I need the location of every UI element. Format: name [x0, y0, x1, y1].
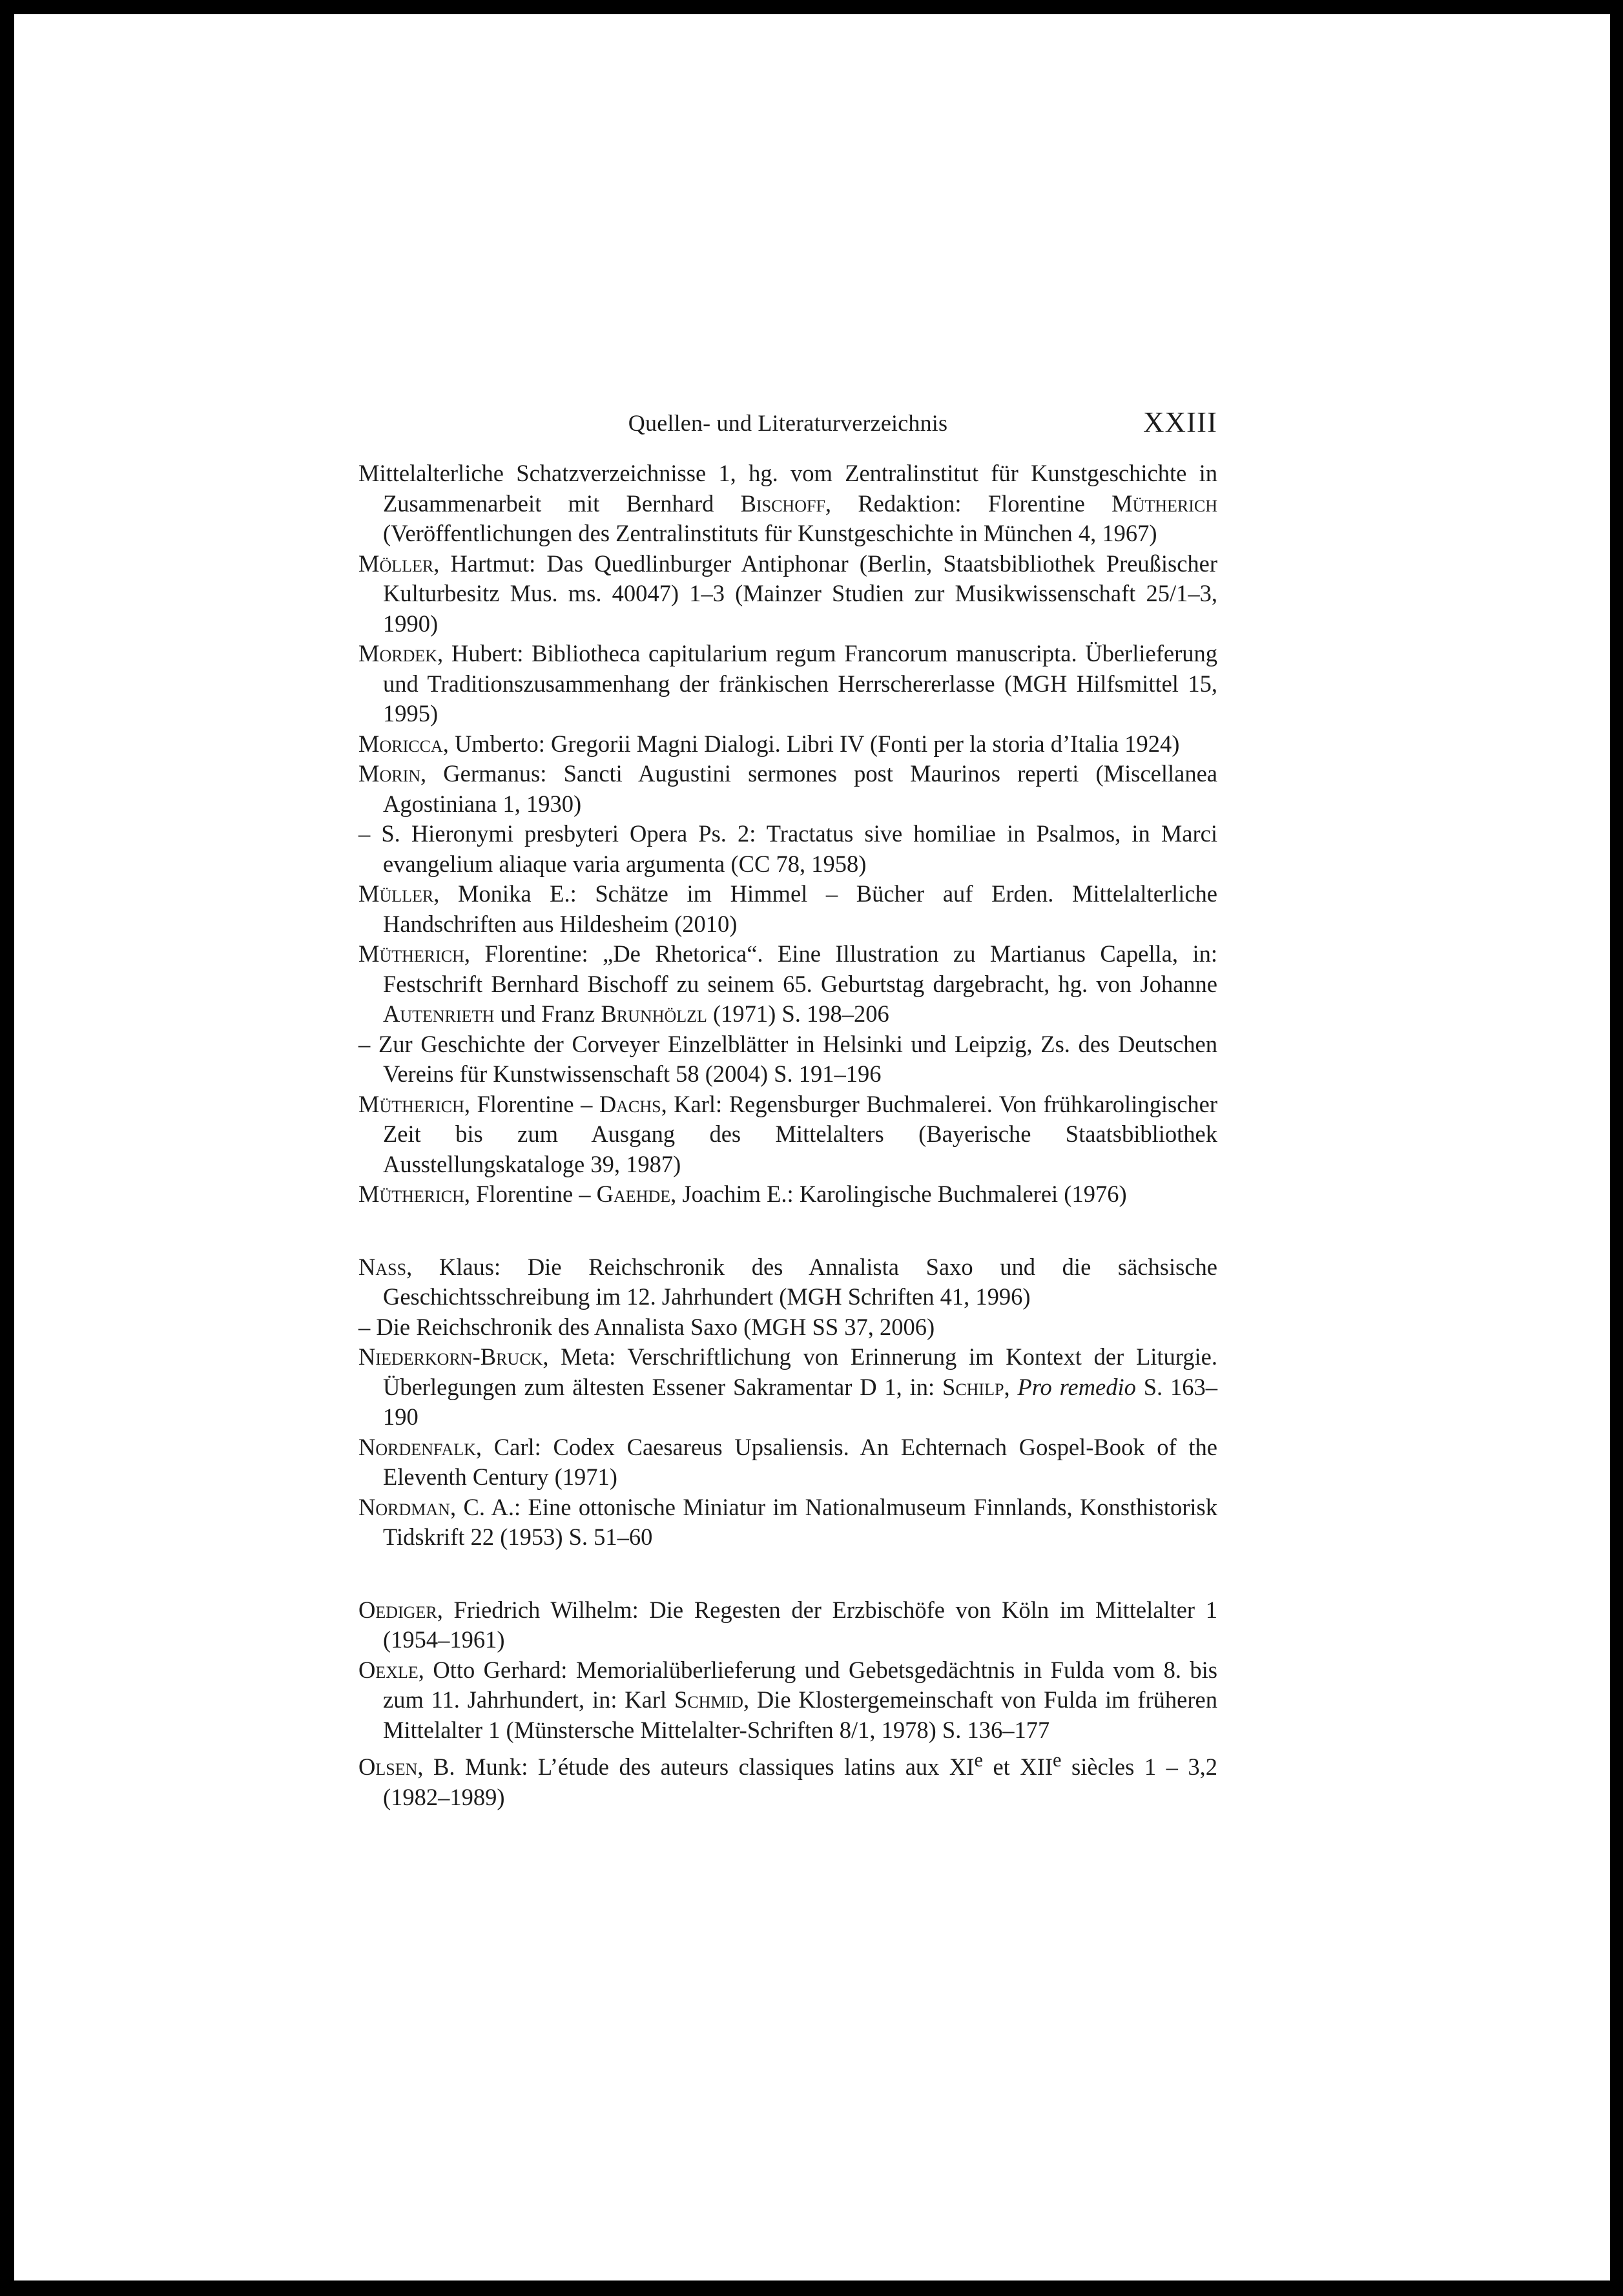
bibliography-entry: – Die Reichschronik des Annalista Saxo (MGH SS 37, 2006) — [358, 1313, 935, 1340]
bibliography-entry: Oediger, Friedrich Wilhelm: Die Regesten der Erzbischöfe von Köln im Mittelalter 1 (1954–1961) — [358, 1596, 1217, 1653]
bibliography-entry: Nordman, C. A.: Eine ottonische Miniatur im Nationalmuseum Finnlands, Konsthistorisk Tidskrift 22 (1953) S. 51–60 — [358, 1493, 1217, 1550]
bibliography-entry: Nass, Klaus: Die Reichschronik des Annalista Saxo und die sächsische Geschichtsschreibung im 12. Jahrhundert (MGH Schriften 41, 1996) — [358, 1253, 1217, 1310]
bibliography-entry: Mütherich, Florentine – Dachs, Karl: Regensburger Buchmalerei. Von frühkarolingischer Zeit bis zum Ausgang des Mittelalters (Bayerische Staatsbibliothek Ausstellungskataloge 39, 1987) — [358, 1090, 1217, 1177]
bibliography-group-m — [358, 459, 1217, 1210]
document-page — [358, 406, 1217, 1855]
bibliography-entry: Nordenfalk, Carl: Codex Caesareus Upsaliensis. An Echternach Gospel-Book of the Eleventh Century (1971) — [358, 1433, 1217, 1490]
page-number: XXIII — [1143, 406, 1217, 439]
bibliography-entry: Mittelalterliche Schatzverzeichnisse 1, hg. vom Zentralinstitut für Kunstgeschichte in Zusammenarbeit mit Bernhard Bischoff, Redaktion: Florentine Mütherich (Veröffentlichungen des Zentralinstituts für Kunstgeschichte in München 4, 1967) — [358, 460, 1217, 546]
bibliography-entry: Oexle, Otto Gerhard: Memorialüberlieferung und Gebetsgedächtnis in Fulda vom 8. bis zum 11. Jahrhundert, in: Karl Schmid, Die Klostergemeinschaft von Fulda im früheren Mittelalter 1 (Münstersche Mittelalter-Schriften 8/1, 1978) S. 136–177 — [358, 1656, 1217, 1743]
bibliography-entry: – Zur Geschichte der Corveyer Einzelblätter in Helsinki und Leipzig, Zs. des Deutschen Vereins für Kunstwissenschaft 58 (2004) S. 191–196 — [358, 1030, 1217, 1087]
bibliography-group-o — [358, 1595, 1217, 1813]
bibliography-entry: – S. Hieronymi presbyteri Opera Ps. 2: Tractatus sive homiliae in Psalmos, in Marci evangelium aliaque varia argumenta (CC 78, 1958) — [358, 820, 1217, 877]
bibliography-entry: Möller, Hartmut: Das Quedlinburger Antiphonar (Berlin, Staatsbibliothek Preußischer Kulturbesitz Mus. ms. 40047) 1–3 (Mainzer Studien zur Musikwissenschaft 25/1–3, 1990) — [358, 550, 1217, 637]
bibliography-entry: Olsen, B. Munk: L’étude des auteurs classiques latins aux XIe et XIIe siècles 1 – 3,2 (1982–1989) — [358, 1749, 1217, 1810]
bibliography-entry: Niederkorn-Bruck, Meta: Verschriftlichung von Erinnerung im Kontext der Liturgie. Überlegungen zum ältesten Essener Sakramentar D 1, in: Schilp, Pro remedio S. 163–190 — [358, 1343, 1218, 1430]
bibliography-entry: Müller, Monika E.: Schätze im Himmel – Bücher auf Erden. Mittelalterliche Handschriften aus Hildesheim (2010) — [358, 880, 1217, 937]
bibliography-entry: Morin, Germanus: Sancti Augustini sermones post Maurinos reperti (Miscellanea Agostiniana 1, 1930) — [358, 760, 1217, 817]
bibliography-entry: Mütherich, Florentine: „De Rhetorica“. Eine Illustration zu Martianus Capella, in: Festschrift Bernhard Bischoff zu seinem 65. Geburtstag dargebracht, hg. von Johanne Autenrieth und Franz Brunhölzl (1971) S. 198–206 — [358, 940, 1217, 1027]
bibliography-group-n — [358, 1252, 1217, 1553]
bibliography-entry: Mordek, Hubert: Bibliotheca capitularium regum Francorum manuscripta. Überlieferung und Traditionszusammenhang der fränkischen Herrschererlasse (MGH Hilfsmittel 15, 1995) — [358, 640, 1217, 727]
bibliography-list — [358, 459, 1217, 1812]
running-title: Quellen- und Literaturverzeichnis — [628, 410, 948, 436]
bibliography-entry: Mütherich, Florentine – Gaehde, Joachim E.: Karolingische Buchmalerei (1976) — [358, 1181, 1127, 1207]
running-head — [358, 406, 1217, 444]
bibliography-entry: Moricca, Umberto: Gregorii Magni Dialogi. Libri IV (Fonti per la storia d’Italia 1924) — [358, 730, 1180, 757]
